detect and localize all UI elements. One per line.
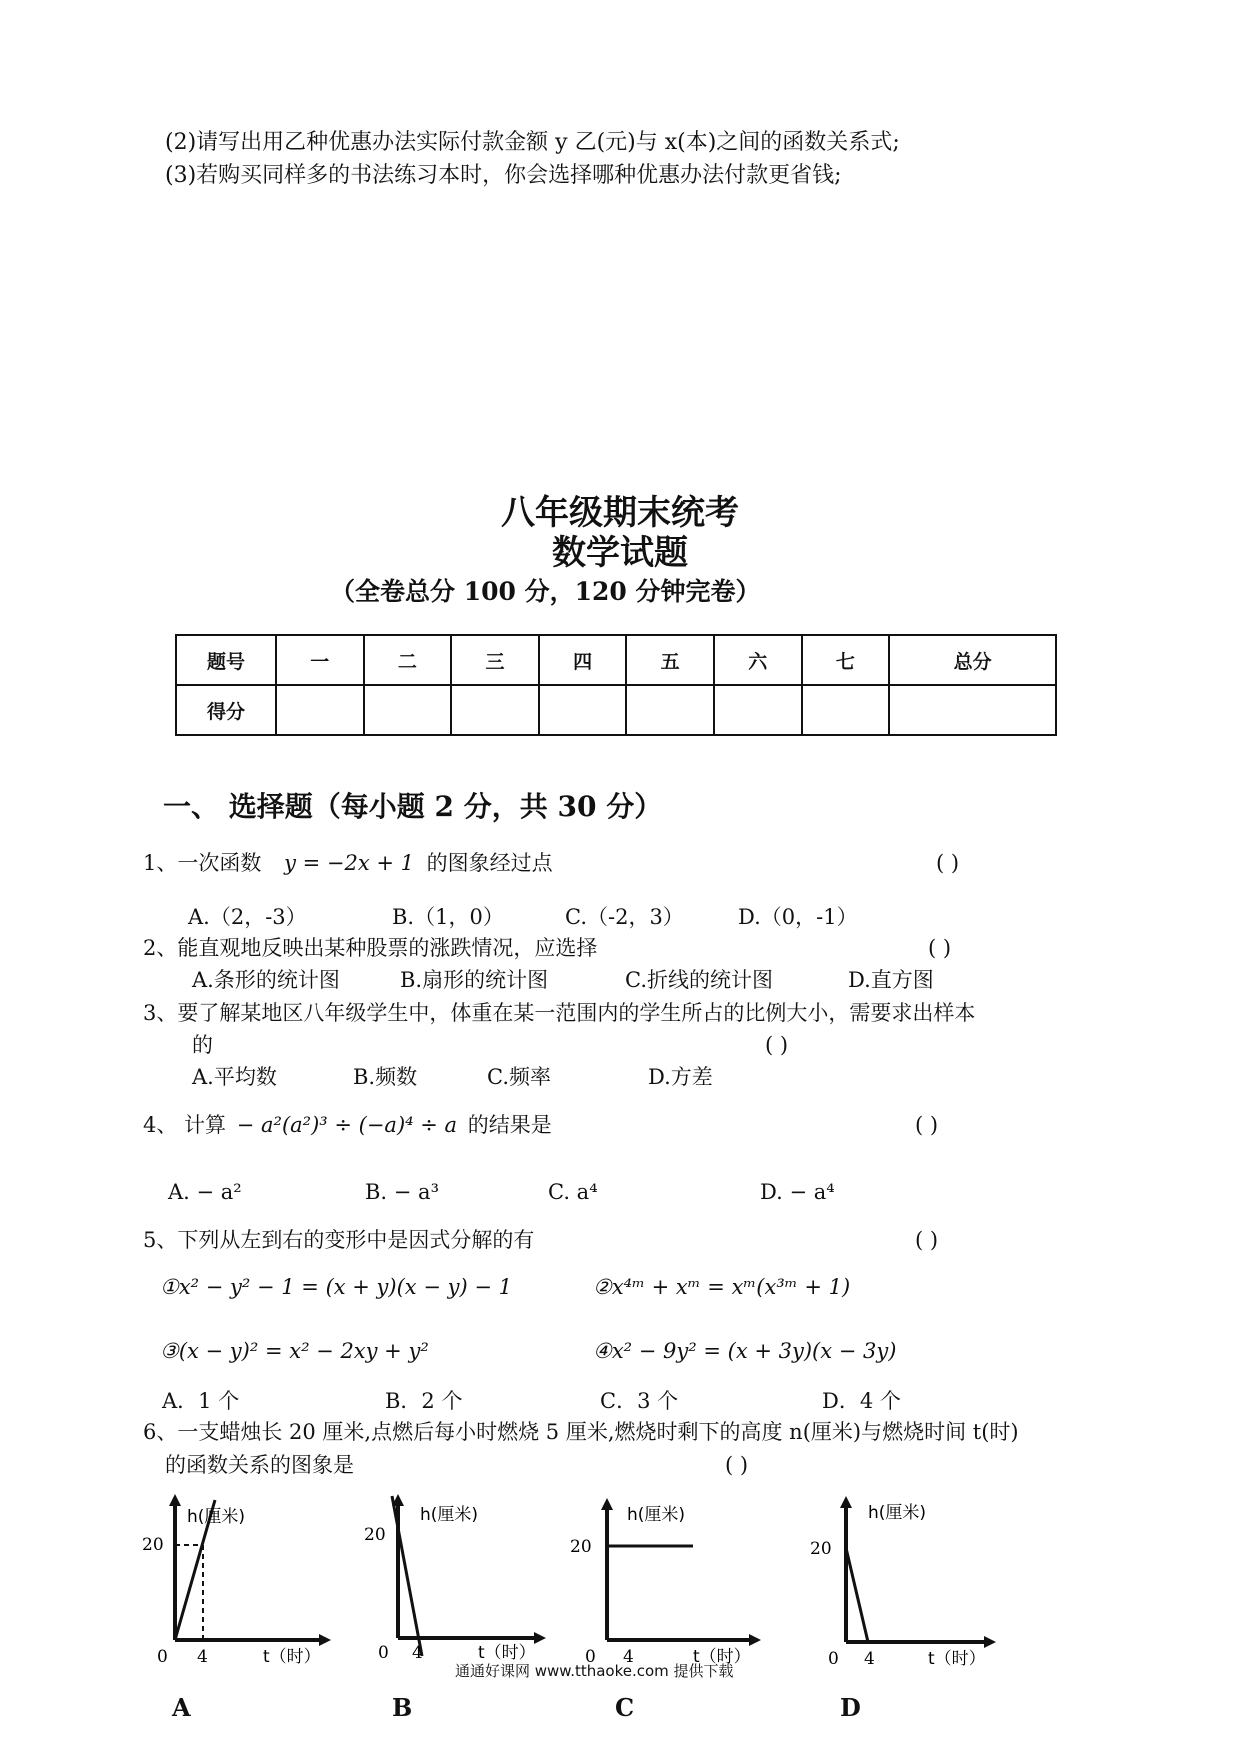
q5-option-d: D．4 个: [822, 1389, 901, 1413]
q3-stem-line2: 的: [192, 1033, 213, 1057]
score-cell[interactable]: [626, 685, 714, 735]
q4-formula: − a²(a²)³ ÷ (−a)⁴ ÷ a: [236, 1113, 458, 1137]
q4-suffix: 的结果是: [467, 1113, 552, 1137]
q2-stem: 2、能直观地反映出某种股票的涨跌情况，应选择: [143, 936, 598, 960]
q4-option-a: A. − a²: [168, 1180, 242, 1204]
score-cell[interactable]: [714, 685, 802, 735]
q1-stem: [143, 848, 553, 878]
q2-option-d: D.直方图: [848, 968, 934, 992]
graph-b-xlabel: t（时）: [478, 1643, 536, 1663]
graph-a-ytick: 20: [142, 1535, 164, 1555]
q5-option-c: C．3 个: [600, 1389, 679, 1413]
graph-a-origin: 0: [157, 1647, 168, 1667]
q6-answer-paren[interactable]: ( ): [725, 1453, 749, 1477]
score-table: [175, 634, 1057, 736]
q5-option-b: B．2 个: [385, 1389, 463, 1413]
score-table-header-cell: 二: [364, 635, 452, 685]
graph-a-xtick: 4: [197, 1647, 208, 1667]
score-cell[interactable]: [802, 685, 890, 735]
graph-c: [565, 1490, 765, 1675]
q5-item-4: ④x² − 9y² = (x + 3y)(x − 3y): [593, 1339, 897, 1363]
graph-c-xtick: 4: [623, 1647, 634, 1667]
graph-d-origin: 0: [828, 1649, 839, 1669]
q2-answer-paren[interactable]: ( ): [928, 936, 952, 960]
graph-d-ylabel: h(厘米): [868, 1503, 927, 1523]
q4-option-d: D. − a⁴: [760, 1180, 835, 1204]
q5-item-1: ①x² − y² − 1 = (x + y)(x − y) − 1: [160, 1275, 512, 1299]
graph-c-ylabel: h(厘米): [627, 1505, 686, 1525]
graph-c-label: C: [615, 1693, 635, 1722]
q1-option-d: D.（0，-1）: [738, 905, 858, 929]
graph-b: [350, 1490, 550, 1675]
graph-b-ytick: 20: [364, 1525, 386, 1545]
section-heading: 一、 选择题（每小题 2 分，共 30 分）: [163, 790, 663, 823]
q5-stem: 5、下列从左到右的变形中是因式分解的有: [143, 1228, 535, 1252]
score-cell[interactable]: [539, 685, 627, 735]
q3-stem-line1: 3、要了解某地区八年级学生中，体重在某一范围内的学生所占的比例大小，需要求出样本: [143, 1001, 976, 1025]
score-table-header-row: [176, 635, 1056, 685]
q3-option-d: D.方差: [648, 1065, 713, 1089]
q4-answer-paren[interactable]: ( ): [915, 1113, 939, 1137]
q6-stem-line2: 的函数关系的图象是: [165, 1453, 354, 1477]
q4-prefix: 4、 计算: [143, 1113, 227, 1137]
score-cell[interactable]: [889, 685, 1056, 735]
q1-answer-paren[interactable]: ( ): [936, 851, 960, 875]
score-cell[interactable]: [276, 685, 364, 735]
q4-option-b: B. − a³: [365, 1180, 439, 1204]
graph-a-label: A: [172, 1693, 191, 1722]
q5-item-3: ③(x − y)² = x² − 2xy + y²: [160, 1339, 429, 1363]
q3-answer-paren[interactable]: ( ): [765, 1033, 789, 1057]
prev-question-2: (2)请写出用乙种优惠办法实际付款金额 y 乙(元)与 x(本)之间的函数关系式;: [165, 130, 900, 155]
graph-d-xtick: 4: [864, 1649, 875, 1669]
q3-option-a: A.平均数: [192, 1065, 277, 1089]
score-table-score-row: [176, 685, 1056, 735]
q2-option-c: C.折线的统计图: [625, 968, 773, 992]
q1-option-b: B.（1，0）: [392, 905, 504, 929]
graph-d-label: D: [840, 1693, 861, 1722]
q5-answer-paren[interactable]: ( ): [915, 1228, 939, 1252]
graph-d-ytick: 20: [810, 1539, 832, 1559]
score-table-header-cell: 一: [276, 635, 364, 685]
q5-item-2: ②x⁴ᵐ + xᵐ = xᵐ(x³ᵐ + 1): [593, 1275, 851, 1299]
graph-d-xlabel: t（时）: [928, 1649, 986, 1669]
exam-title: 八年级期末统考: [501, 493, 739, 533]
graph-a-xlabel: t（时）: [263, 1647, 321, 1667]
q2-option-b: B.扇形的统计图: [400, 968, 549, 992]
footer-source: 通通好课网 www.tthaoke.com 提供下载: [455, 1662, 734, 1680]
score-table-header-cell: 总分: [889, 635, 1056, 685]
q4-stem: [143, 1110, 552, 1140]
exam-subtitle: （全卷总分 100 分，120 分钟完卷）: [330, 577, 761, 606]
q1-prefix: 1、一次函数: [143, 851, 262, 875]
score-cell[interactable]: [364, 685, 452, 735]
q4-option-c: C. a⁴: [548, 1180, 598, 1204]
graph-c-xlabel: t（时）: [693, 1647, 751, 1667]
graph-c-origin: 0: [585, 1647, 596, 1667]
q2-option-a: A.条形的统计图: [192, 968, 340, 992]
graph-c-ytick: 20: [570, 1537, 592, 1557]
q5-option-a: A．1 个: [162, 1389, 240, 1413]
exam-subject-title: 数学试题: [552, 533, 688, 573]
q3-option-b: B.频数: [353, 1065, 418, 1089]
score-table-header-cell: 题号: [176, 635, 276, 685]
score-table-header-cell: 三: [451, 635, 539, 685]
score-table-header-cell: 七: [802, 635, 890, 685]
score-table-header-cell: 六: [714, 635, 802, 685]
q1-option-c: C.（-2，3）: [565, 905, 684, 929]
q1-formula: y = −2x + 1: [284, 851, 414, 875]
graph-b-label: B: [392, 1693, 413, 1722]
score-table-row-label: 得分: [176, 685, 276, 735]
graph-d: [800, 1490, 1000, 1675]
graph-b-origin: 0: [378, 1643, 389, 1663]
q6-stem-line1: 6、一支蜡烛长 20 厘米,点燃后每小时燃烧 5 厘米,燃烧时剩下的高度 n(厘米)与燃烧时间 t(时): [143, 1420, 1019, 1444]
q3-option-c: C.频率: [487, 1065, 551, 1089]
q1-suffix: 的图象经过点: [426, 851, 553, 875]
graph-a-ylabel: h(厘米): [187, 1507, 246, 1527]
score-table-header-cell: 五: [626, 635, 714, 685]
graph-a: [135, 1490, 335, 1675]
graph-b-ylabel: h(厘米): [420, 1505, 479, 1525]
score-table-header-cell: 四: [539, 635, 627, 685]
prev-question-3: (3)若购买同样多的书法练习本时，你会选择哪种优惠办法付款更省钱;: [165, 163, 842, 188]
graph-b-xtick: 4: [412, 1643, 423, 1663]
score-cell[interactable]: [451, 685, 539, 735]
q1-option-a: A.（2，-3）: [188, 905, 307, 929]
